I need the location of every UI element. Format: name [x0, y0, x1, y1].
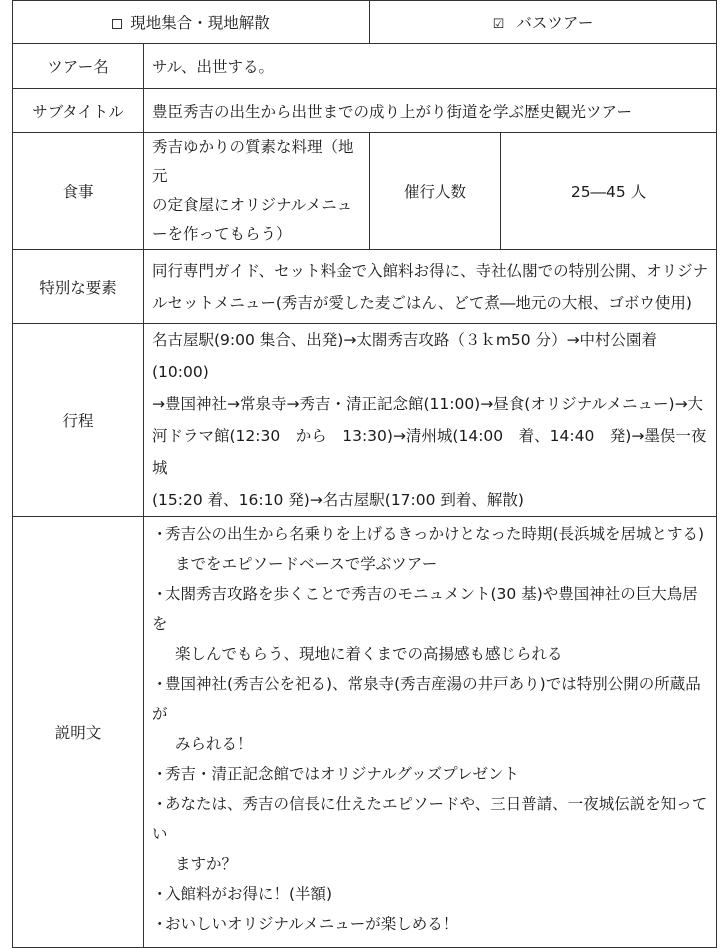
description-item — [152, 579, 710, 669]
special-row — [13, 250, 717, 324]
description-line: 太閤秀吉攻路を歩くことで秀吉のモニュメント(30 基)や豊国神社の巨大鳥居を — [152, 585, 698, 633]
description-line: 豊国神社(秀吉公を祀る)、常泉寺(秀吉産湯の井戸あり)では特別公開の所蔵品が — [152, 675, 701, 723]
description-line: ますか？ — [175, 855, 238, 873]
description-line: 楽しんでもらう、現地に着くまでの高揚感も感じられる — [175, 645, 563, 663]
itinerary-line: 河ドラマ館(12:30 から 13:30)→清州城(14:00 着、14:40 発)→墨俣一夜城 — [152, 427, 707, 477]
checked-checkbox-icon: ☑ — [492, 17, 505, 32]
description-line: あなたは、秀吉の信長に仕えたエピソードや、三日普請、一夜城伝説を知ってい — [152, 795, 708, 843]
meal-line: ーを作ってもらう） — [152, 225, 292, 243]
itinerary-value — [144, 324, 717, 517]
bullet: ・ — [152, 885, 168, 903]
description-item — [152, 789, 710, 879]
description-line: までをエピソードベースで学ぶツアー — [175, 555, 438, 573]
tour-table — [12, 0, 717, 948]
meal-line: 秀吉ゆかりの質素な料理（地元 — [152, 138, 354, 185]
bullet: ・ — [152, 675, 168, 693]
description-line: みられる！ — [175, 735, 253, 753]
meal-value — [144, 133, 370, 250]
meal-row — [13, 133, 717, 250]
description-item — [152, 669, 710, 759]
meal-line: の定食屋にオリジナルメニュ — [152, 196, 353, 214]
description-row — [13, 517, 717, 948]
unchecked-checkbox-icon — [112, 19, 122, 29]
header-row — [13, 1, 717, 44]
description-item — [152, 759, 710, 789]
people-value: 25―45 人 — [501, 133, 717, 250]
bullet: ・ — [152, 915, 168, 933]
description-line: おいしいオリジナルメニューが楽しめる！ — [165, 915, 459, 933]
description-line: 秀吉公の出生から名乗りを上げるきっかけとなった時期(長浜城を居城とする) — [165, 525, 705, 543]
bullet: ・ — [152, 585, 168, 603]
description-label: 説明文 — [13, 517, 144, 948]
itinerary-label: 行程 — [13, 324, 144, 517]
itinerary-line: (15:20 着、16:10 発)→名古屋駅(17:00 到着、解散) — [152, 491, 524, 509]
description-line: 入館料がお得に！(半額) — [165, 885, 333, 903]
option-onsite-label: 現地集合・現地解散 — [130, 14, 270, 32]
people-label: 催行人数 — [370, 133, 501, 250]
option-bus-cell — [370, 1, 717, 44]
description-item — [152, 519, 710, 579]
tour-name-value: サル、出世する。 — [144, 44, 717, 89]
description-value — [144, 517, 717, 948]
special-label: 特別な要素 — [13, 250, 144, 324]
special-line: ルセットメニュー(秀吉が愛した麦ごはん、どて煮―地元の大根、ゴボウ使用) — [152, 293, 692, 312]
subtitle-label: サブタイトル — [13, 89, 144, 133]
special-value — [144, 250, 717, 324]
subtitle-value: 豊臣秀吉の出生から出世までの成り上がり街道を学ぶ歴史観光ツアー — [144, 89, 717, 133]
tour-name-row — [13, 44, 717, 89]
option-onsite-cell — [13, 1, 370, 44]
bullet: ・ — [152, 765, 168, 783]
description-item — [152, 909, 710, 939]
itinerary-line: →豊国神社→常泉寺→秀吉・清正記念館(11:00)→昼食(オリジナルメニュー)→大 — [152, 395, 704, 413]
description-item — [152, 879, 710, 909]
special-line: 同行専門ガイド、セット料金で入館料お得に、寺社仏閣での特別公開、オリジナ — [152, 261, 709, 280]
itinerary-row — [13, 324, 717, 517]
itinerary-line: 名古屋駅(9:00 集合、出発)→太閤秀吉攻路（３ｋm50 分）→中村公園着(10:00) — [152, 331, 658, 381]
bullet: ・ — [152, 525, 168, 543]
bullet: ・ — [152, 795, 168, 813]
option-bus-label: バスツアー — [516, 14, 594, 32]
tour-name-label: ツアー名 — [13, 44, 144, 89]
meal-label: 食事 — [13, 133, 144, 250]
description-line: 秀吉・清正記念館ではオリジナルグッズプレゼント — [165, 765, 520, 783]
subtitle-row — [13, 89, 717, 133]
